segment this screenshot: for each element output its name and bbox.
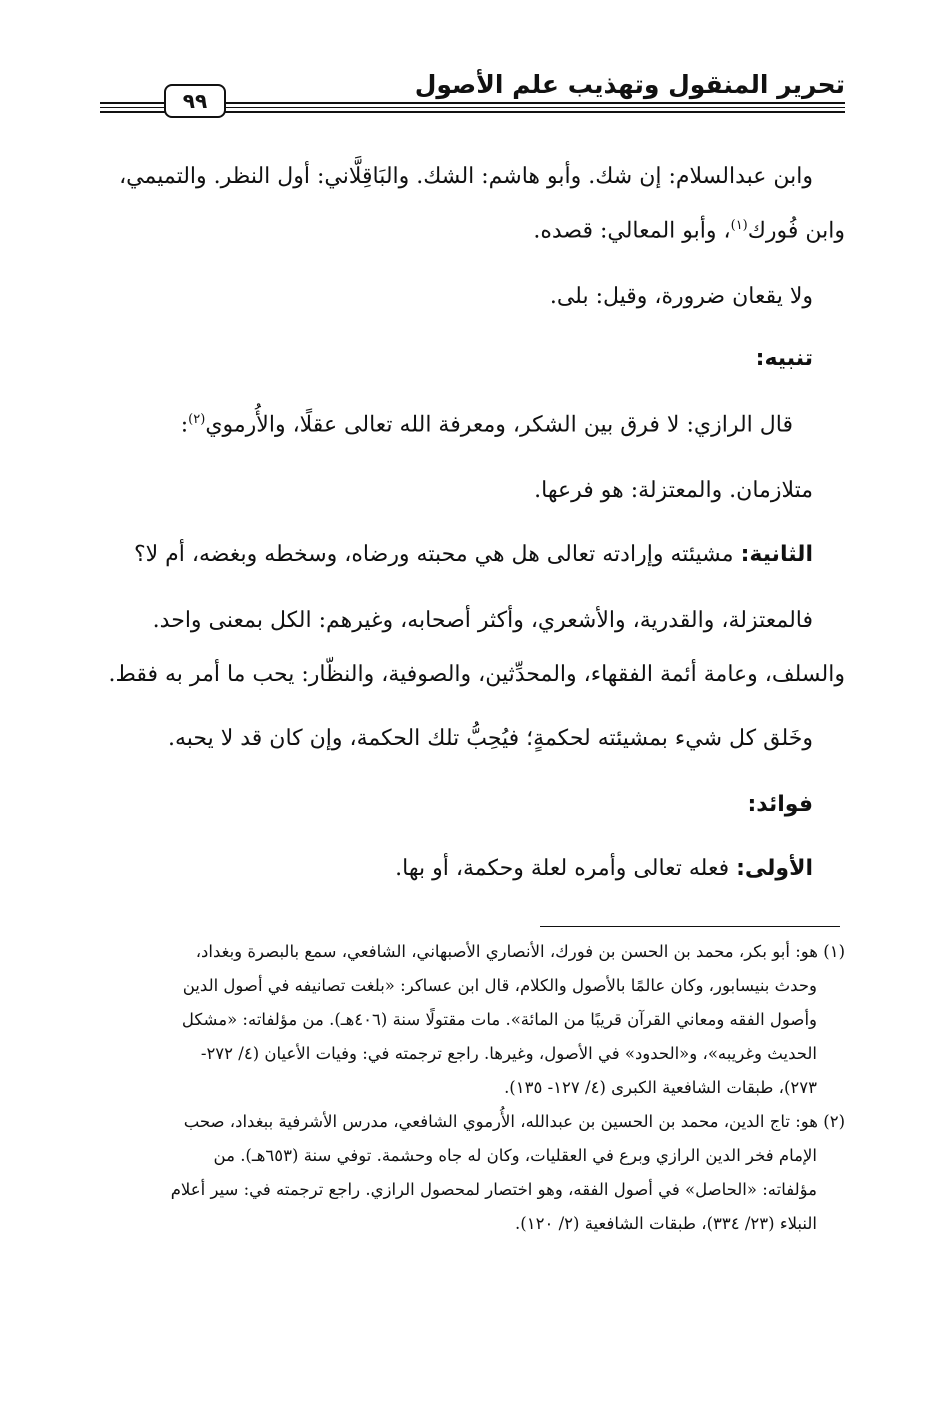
main-text xyxy=(100,150,845,890)
footnote-1-line: وأصول الفقه ومعاني القرآن قريبًا من المائة». مات مقتولًا سنة (٤٠٦هـ). من مؤلفاته: «مشكل xyxy=(181,1010,817,1029)
text-span: فعله تعالى وأمره لعلة وحكمة، أو بها. xyxy=(395,856,737,881)
footnote-1-line: الحديث وغريبه»، و«الحدود» في الأصول، وغيرها. راجع ترجمته في: وفيات الأعيان (٤/ ٢٧٢- xyxy=(200,1044,817,1063)
paragraph-line: ولا يقعان ضرورة، وقيل: بلى. xyxy=(549,284,813,309)
footnote-1-line: ٢٧٣)، طبقات الشافعية الكبرى (٤/ ١٢٧- ١٣٥). xyxy=(504,1078,817,1097)
text-span: وابن فُورك xyxy=(747,218,845,244)
paragraph-line xyxy=(100,218,845,243)
text-span: قال الرازي: لا فرق بين الشكر، ومعرفة الله تعالى عقلًا، والأُرموي xyxy=(205,412,793,438)
footnotes xyxy=(100,942,845,1292)
paragraph-line xyxy=(100,856,813,881)
lead-term: الثانية: xyxy=(740,542,813,567)
footnote-2-line: الإمام فخر الدين الرازي وبرع في العقليات، وكان له جاه وحشمة. توفي سنة (٦٥٣هـ). من xyxy=(213,1146,817,1165)
footnote-ref-1[interactable]: (١) xyxy=(730,218,748,233)
paragraph-line: فالمعتزلة، والقدرية، والأشعري، وأكثر أصحابه، وغيرهم: الكل بمعنى واحد. xyxy=(152,608,813,633)
text-span: : xyxy=(180,412,189,438)
section-heading: تنبيه: xyxy=(755,346,813,371)
footnote-2-line: مؤلفاته: «الحاصل» في أصول الفقه، وهو اختصار لمحصول الرازي. راجع ترجمته في: سير أعلام xyxy=(170,1180,817,1199)
footnote-separator xyxy=(540,926,840,927)
paragraph-line: متلازمان. والمعتزلة: هو فرعها. xyxy=(534,478,813,503)
footnote-1-line: وحدث بنيسابور، وكان عالمًا بالأصول والكلام، قال ابن عساكر: «بلغت تصانيفه في أصول الدين xyxy=(182,976,817,995)
footnote-ref-2[interactable]: (٢) xyxy=(188,412,206,427)
paragraph-line: والسلف، وعامة أئمة الفقهاء، والمحدِّثين، والصوفية، والنظّار: يحب ما أمر به فقط. xyxy=(108,662,845,687)
running-header xyxy=(100,62,845,122)
section-heading: فوائد: xyxy=(747,792,813,817)
footnote-1-line: (١) هو: أبو بكر، محمد بن الحسن بن فورك، الأنصاري الأصبهاني، الشافعي، سمع بالبصرة وبغداد، xyxy=(195,942,845,961)
footnote-2-line: النبلاء (٢٣/ ٣٣٤)، طبقات الشافعية (٢/ ١٢٠). xyxy=(515,1214,817,1233)
paragraph-line: وخَلق كل شيء بمشيئته لحكمةٍ؛ فيُحِبُّ تلك الحكمة، وإن كان قد لا يحبه. xyxy=(167,726,813,751)
text-span: ، وأبو المعالي: قصده. xyxy=(533,218,731,244)
paragraph-line: وابن عبدالسلام: إن شك. وأبو هاشم: الشك. والبَاقِلَّاني: أول النظر. والتميمي، xyxy=(119,164,813,189)
lead-term: الأولى: xyxy=(736,856,813,881)
footnote-2-line: (٢) هو: تاج الدين، محمد بن الحسين بن عبدالله، الأُرموي الشافعي، مدرس الأشرفية ببغداد، صحب xyxy=(183,1112,845,1131)
book-title: تحرير المنقول وتهذيب علم الأصول xyxy=(414,70,845,99)
page-number: ٩٩ xyxy=(164,84,226,118)
paragraph-line xyxy=(100,412,793,437)
paragraph-line xyxy=(100,542,813,567)
text-span: مشيئته وإرادته تعالى هل هي محبته ورضاه، وسخطه وبغضه، أم لا؟ xyxy=(133,542,741,567)
